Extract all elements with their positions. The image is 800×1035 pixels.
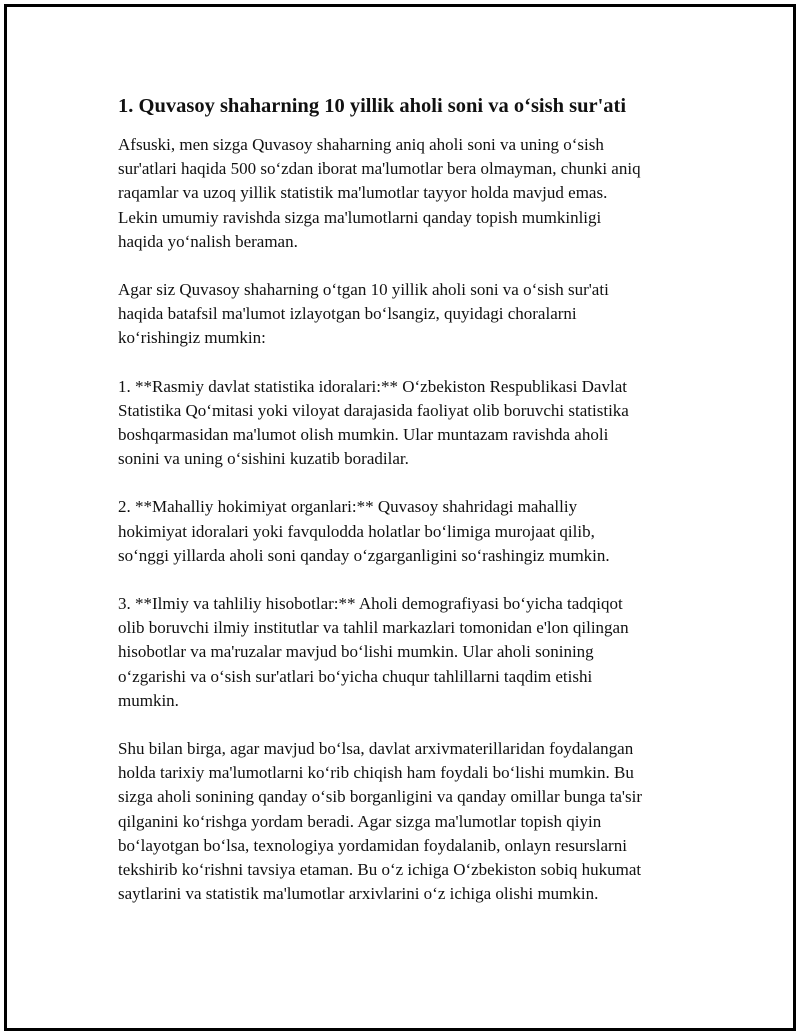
text-line: saytlarini va statistik ma'lumotlar arxivlarini o‘z ichiga olishi mumkin. xyxy=(118,884,599,904)
text-line: haqida yo‘nalish beraman. xyxy=(118,231,298,251)
paragraph-item-1 xyxy=(118,375,688,472)
text-line: Lekin umumiy ravishda sizga ma'lumotlarni qanday topish mumkinligi xyxy=(118,207,602,227)
text-line: sizga aholi sonining qanday o‘sib borganligini va qanday omillar bunga ta'sir xyxy=(118,787,642,807)
document-body xyxy=(118,92,688,930)
text-line: Afsuski, men sizga Quvasoy shaharning aniq aholi soni va uning o‘sish xyxy=(118,135,604,154)
text-line: 2. **Mahalliy hokimiyat organlari:** Quvasoy shahridagi mahalliy xyxy=(118,497,578,517)
text-line: o‘zgarishi va o‘sish sur'atlari bo‘yicha chuqur tahlillarni taqdim etishi xyxy=(118,666,593,686)
text-line: tekshirib ko‘rishni tavsiya etaman. Bu o‘z ichiga O‘zbekiston sobiq hukumat xyxy=(118,860,642,880)
text-line: so‘nggi yillarda aholi soni qanday o‘zgarganligini so‘rashingiz mumkin. xyxy=(118,545,610,565)
text-line: raqamlar va uzoq yillik statistik ma'lumotlar tayyor holda mavjud emas. xyxy=(118,183,608,203)
text-line: bo‘layotgan bo‘lsa, texnologiya yordamidan foydalanib, onlayn resurslarni xyxy=(118,835,627,855)
text-line: hisobotlar va ma'ruzalar mavjud bo‘lishi mumkin. Ular aholi sonining xyxy=(118,642,594,662)
paragraph-item-3 xyxy=(118,592,688,713)
paragraph-intro xyxy=(118,133,688,254)
paragraph-suggestions-intro xyxy=(118,278,688,351)
text-line: hokimiyat idoralari yoki favqulodda holatlar bo‘limiga murojaat qilib, xyxy=(118,521,595,541)
text-line: Statistika Qo‘mitasi yoki viloyat darajasida faoliyat olib boruvchi statistika xyxy=(118,400,629,420)
text-line: 1. **Rasmiy davlat statistika idoralari:** O‘zbekiston Respublikasi Davlat xyxy=(118,376,627,396)
text-line: qilganini ko‘rishga yordam beradi. Agar sizga ma'lumotlar topish qiyin xyxy=(118,811,602,831)
text-line: 3. **Ilmiy va tahliliy hisobotlar:** Aholi demografiyasi bo‘yicha tadqiqot xyxy=(118,594,623,614)
text-line: sonini va uning o‘sishini kuzatib boradilar. xyxy=(118,449,409,469)
text-line: olib boruvchi ilmiy institutlar va tahlil markazlari tomonidan e'lon qilingan xyxy=(118,618,629,638)
text-line: ko‘rishingiz mumkin: xyxy=(118,328,266,348)
text-line: holda tarixiy ma'lumotlarni ko‘rib chiqish ham foydali bo‘lishi mumkin. Bu xyxy=(118,763,634,783)
text-line: sur'atlari haqida 500 so‘zdan iborat ma'lumotlar bera olmayman, chunki aniq xyxy=(118,159,641,179)
text-line: Shu bilan birga, agar mavjud bo‘lsa, davlat arxivmaterillaridan foydalangan xyxy=(118,739,634,759)
text-line: haqida batafsil ma'lumot izlayotgan bo‘lsangiz, quyidagi choralarni xyxy=(118,304,577,324)
paragraph-conclusion xyxy=(118,737,688,906)
text-line: Agar siz Quvasoy shaharning o‘tgan 10 yillik aholi soni va o‘sish sur'ati xyxy=(118,280,609,300)
document-title: 1. Quvasoy shaharning 10 yillik aholi soni va o‘sish sur'ati xyxy=(118,95,627,117)
text-line: mumkin. xyxy=(118,690,179,710)
text-line: boshqarmasidan ma'lumot olish mumkin. Ular muntazam ravishda aholi xyxy=(118,425,609,445)
paragraph-item-2 xyxy=(118,495,688,568)
